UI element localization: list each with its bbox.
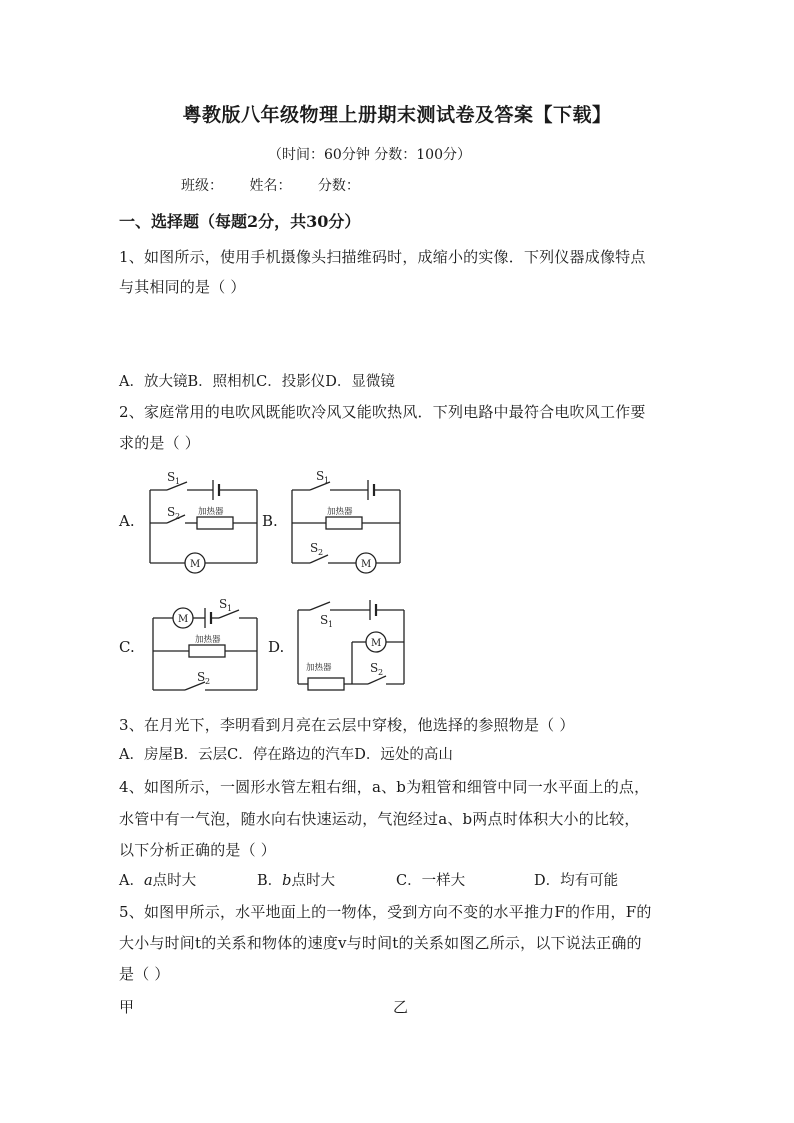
- question-2-line-1: 2、家庭常用的电吹风既能吹冷风又能吹热风．下列电路中最符合电吹风工作要: [119, 403, 646, 421]
- question-3-options: A．房屋B．云层C．停在路边的汽车D．远处的高山: [119, 747, 453, 763]
- svg-text:2: 2: [318, 548, 324, 557]
- svg-text:S: S: [316, 469, 325, 483]
- option-b-label: B.: [262, 512, 278, 530]
- svg-text:S: S: [310, 541, 319, 555]
- student-info-line: [181, 177, 382, 195]
- svg-text:S: S: [320, 613, 329, 627]
- svg-text:1: 1: [227, 604, 233, 613]
- switch-s1-label: S: [167, 470, 176, 484]
- svg-text:M: M: [371, 638, 382, 649]
- svg-text:1: 1: [175, 477, 181, 486]
- name-label: 姓名：: [249, 178, 292, 194]
- question-1-line-1: 1、如图所示，使用手机摄像头扫描维码时，成缩小的实像．下列仪器成像特点: [119, 248, 646, 266]
- figure-yi-label: 乙: [393, 998, 409, 1016]
- option-d-label: D.: [268, 638, 285, 656]
- circuit-d-diagram: [294, 596, 409, 691]
- svg-text:加热器: 加热器: [306, 663, 332, 673]
- question-5-line-2: 大小与时间t的关系和物体的速度v与时间t的关系如图乙所示，以下说法正确的: [119, 934, 642, 952]
- question-4-line-2: 水管中有一气泡，随水向右快速运动，气泡经过a、b两点时体积大小的比较，: [119, 810, 640, 828]
- question-4-option-c: C．一样大: [396, 873, 466, 889]
- svg-text:S: S: [219, 597, 228, 611]
- exam-time-score: （时间：60分钟 分数：100分）: [268, 147, 471, 163]
- question-4-option-d: D．均有可能: [534, 873, 619, 889]
- question-5-line-1: 5、如图甲所示，水平地面上的一物体，受到方向不变的水平推力F的作用，F的: [119, 903, 652, 921]
- option-a-label: A.: [119, 512, 135, 530]
- svg-text:M: M: [190, 559, 201, 570]
- question-1-options: A．放大镜B．照相机C．投影仪D．显微镜: [119, 374, 395, 390]
- svg-text:加热器: 加热器: [195, 635, 221, 645]
- svg-text:2: 2: [175, 512, 181, 521]
- svg-text:1: 1: [324, 476, 330, 485]
- question-4-option-a: A．a点时大: [119, 873, 197, 889]
- svg-text:加热器: 加热器: [327, 507, 353, 517]
- circuit-c-diagram: [145, 596, 267, 696]
- page-title: 粤教版八年级物理上册期末测试卷及答案【下载】: [182, 104, 612, 126]
- svg-text:加热器: 加热器: [198, 507, 224, 517]
- circuit-a-diagram: [145, 468, 265, 580]
- switch-s2-label: S: [167, 505, 176, 519]
- question-5-line-3: 是（ ）: [119, 965, 170, 983]
- svg-text:S: S: [197, 670, 206, 684]
- figure-jia-label: 甲: [119, 998, 135, 1016]
- question-1-line-2: 与其相同的是（ ）: [119, 278, 246, 296]
- score-label: 分数：: [317, 178, 360, 194]
- question-3-line-1: 3、在月光下，李明看到月亮在云层中穿梭，他选择的参照物是（ ）: [119, 716, 575, 734]
- class-label: 班级：: [181, 178, 223, 194]
- question-4-line-1: 4、如图所示，一圆形水管左粗右细，a、b为粗管和细管中同一水平面上的点，: [119, 778, 650, 796]
- svg-text:1: 1: [328, 620, 334, 629]
- svg-text:2: 2: [378, 668, 384, 677]
- option-c-label: C.: [119, 638, 135, 656]
- question-4-line-3: 以下分析正确的是（ ）: [119, 841, 276, 859]
- svg-text:S: S: [370, 661, 379, 675]
- svg-text:M: M: [361, 559, 372, 570]
- question-4-option-b: B．b点时大: [257, 873, 335, 889]
- circuit-b-diagram: [290, 468, 408, 580]
- section-heading: 一、选择题（每题2分，共30分）: [119, 212, 361, 231]
- svg-text:M: M: [178, 614, 189, 625]
- svg-text:2: 2: [205, 677, 211, 686]
- question-2-line-2: 求的是（ ）: [119, 434, 200, 452]
